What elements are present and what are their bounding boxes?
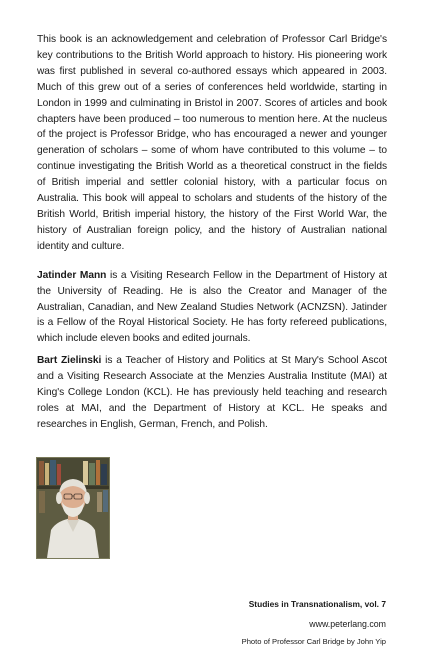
author-bio-zielinski	[37, 353, 387, 433]
back-cover-text	[37, 32, 387, 439]
photo-credit: Photo of Professor Carl Bridge by John Yip	[241, 637, 386, 646]
series-title: Studies in Transnationalism, vol. 7	[248, 599, 386, 609]
author-bio-text-zielinski: is a Teacher of History and Politics at St Mary's School Ascot and a Visiting Research Associate at the Menzies Australia Institute (MAI) at King's College London (KCL). He has previously held teaching and research roles at MAI, and the Department of History at KCL. He speaks and researches in English, German, French, and Polish.	[37, 355, 387, 430]
book-description: This book is an acknowledgement and celebration of Professor Carl Bridge's key contributions to the British World approach to history. His pioneering work was first published in several co-authored essays which appeared in 2003. Much of this grew out of a series of conferences held worldwide, starting in London in 1999 and culminating in Bristol in 2007. Scores of articles and book chapters have been produced – too numerous to mention here. At the nucleus of the project is Professor Bridge, who has encouraged a newer and younger generation of scholars – some of whom have contributed to this volume – to continue investigating the British World as a theoretical construct in the fields of British imperial and settler colonial history, with a particular focus on Australia. This book will appeal to scholars and students of the history of the British World, British imperial history, the history of the First World War, the history of Australian foreign policy, and the history of Australian national identity and culture.	[37, 34, 387, 252]
author-bio-mann	[37, 268, 387, 348]
publisher-website: www.peterlang.com	[309, 619, 386, 629]
author-name-zielinski: Bart Zielinski	[37, 355, 102, 367]
author-bio-text-mann: is a Visiting Research Fellow in the Department of History at the University of Reading. He is also the Creator and Manager of the Australian, Canadian, and New Zealand Studies Network (ACNZSN). Jatinder is a Fellow of the Royal Historical Society. He has forty refereed publications, which include eleven books and edited journals.	[37, 269, 387, 345]
author-name-mann: Jatinder Mann	[37, 269, 107, 281]
portrait-illustration	[37, 458, 109, 558]
carl-bridge-photo	[36, 457, 110, 559]
